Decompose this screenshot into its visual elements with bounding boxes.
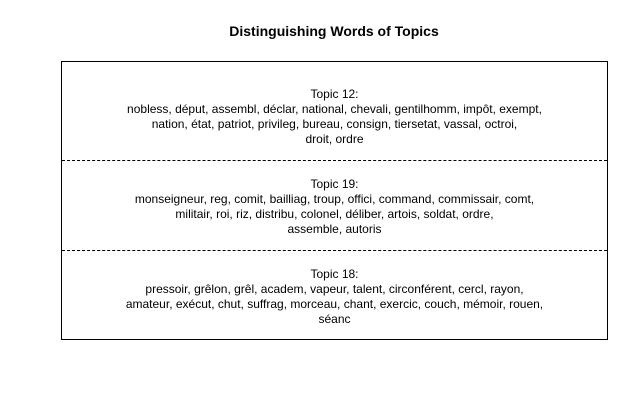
topic-words-line: monseigneur, reg, comit, bailliag, troup, offici, command, commissair, comt, <box>134 192 535 206</box>
topic-words-line: nobless, déput, assembl, déclar, national, chevali, gentilhomm, impôt, exempt, <box>127 102 542 116</box>
topic-words-line: nation, état, patriot, privileg, bureau, consign, tiersetat, vassal, octroi, <box>151 117 518 131</box>
topic-panel <box>62 177 607 237</box>
topic-panel <box>62 87 607 147</box>
topic-words-line: militair, roi, riz, distribu, colonel, déliber, artois, soldat, ordre, <box>175 207 494 221</box>
topic-words-line: séanc <box>318 312 351 326</box>
topic-words-line: droit, ordre <box>305 132 364 146</box>
dashed-divider <box>62 160 607 161</box>
dashed-divider <box>62 250 607 251</box>
topic-heading: Topic 18: <box>310 267 359 281</box>
topic-words-line: pressoir, grêlon, grêl, academ, vapeur, talent, circonférent, cercl, rayon, <box>145 282 524 296</box>
figure-title: Distinguishing Words of Topics <box>229 23 439 39</box>
topic-heading: Topic 12: <box>310 87 359 101</box>
topics-frame <box>61 61 608 340</box>
topic-words-line: amateur, exécut, chut, suffrag, morceau, chant, exercic, couch, mémoir, rouen, <box>125 297 544 311</box>
topic-panel <box>62 267 607 327</box>
topic-heading: Topic 19: <box>310 177 359 191</box>
topic-words-line: assemble, autoris <box>287 222 382 236</box>
